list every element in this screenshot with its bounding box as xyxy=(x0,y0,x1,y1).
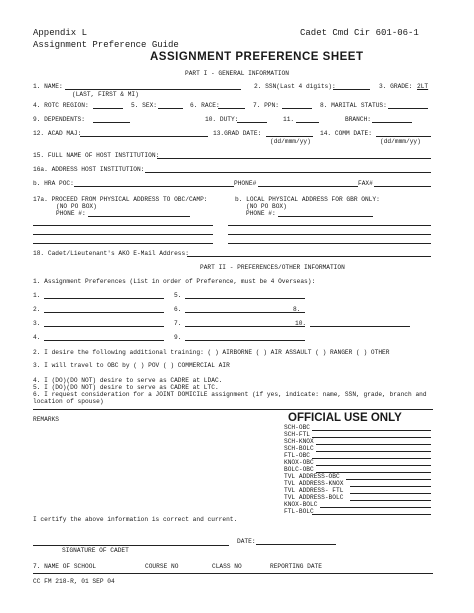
cadre-ldac-label: 4. I (DO)(DO NOT) desire to serve as CADRE at LDAC. xyxy=(33,377,223,384)
race-label: 6. RACE: xyxy=(190,102,220,109)
proceed-address-label: 17a. PROCEED FROM PHYSICAL ADDRESS TO OBC/CAMP: xyxy=(33,196,208,203)
host-institution-field[interactable] xyxy=(157,158,431,159)
branch-label: BRANCH: xyxy=(345,116,371,123)
form-number: CC FM 218-R, 01 SEP 04 xyxy=(33,578,115,585)
pref-10-field[interactable] xyxy=(310,326,410,327)
pref-2-field[interactable] xyxy=(44,312,164,313)
marital-field[interactable] xyxy=(388,108,428,109)
item-11-field[interactable] xyxy=(296,122,319,123)
circular-label: Cadet Cmd Cir 601-06-1 xyxy=(300,28,419,38)
official-line[interactable] xyxy=(312,430,431,431)
local-no-po-box: (NO PO BOX) xyxy=(246,203,287,210)
official-line[interactable] xyxy=(350,500,431,501)
race-field[interactable] xyxy=(218,108,245,109)
assignment-preferences-label: 1. Assignment Preferences (List in order of Preference, must be 4 Overseas): xyxy=(33,278,316,285)
official-item: SCH-KNOX xyxy=(284,438,314,445)
pref-10-label: 10. xyxy=(295,320,307,327)
name-label: 1. NAME: xyxy=(33,83,63,90)
official-item: KNOX-BOLC xyxy=(284,501,318,508)
pref-6-label: 6. xyxy=(174,306,182,313)
official-item: TVL ADDRESS- FTL xyxy=(284,487,344,494)
ppn-label: 7. PPN: xyxy=(253,102,279,109)
official-line[interactable] xyxy=(346,479,431,480)
ppn-field[interactable] xyxy=(282,108,312,109)
local-address-line-2[interactable] xyxy=(228,234,431,235)
ssn-label: 2. SSN(Last 4 digits): xyxy=(254,83,336,90)
part1-heading: PART I - GENERAL INFORMATION xyxy=(185,70,289,77)
marital-label: 8. MARITAL STATUS: xyxy=(320,102,387,109)
bottom-divider xyxy=(33,573,433,574)
pref-7-label: 7. xyxy=(174,320,182,327)
rotc-region-field[interactable] xyxy=(93,108,123,109)
item-11-label: 11. xyxy=(283,116,295,123)
local-address-line-3[interactable] xyxy=(228,243,431,244)
acad-major-label: 12. ACAD MAJ: xyxy=(33,130,82,137)
branch-field[interactable] xyxy=(372,122,412,123)
ssn-field[interactable] xyxy=(333,89,370,90)
pref-3-label: 3. xyxy=(33,320,41,327)
host-address-label: 16a. ADDRESS HOST INSTITUTION: xyxy=(33,166,145,173)
official-use-heading: OFFICIAL USE ONLY xyxy=(288,412,402,424)
official-line[interactable] xyxy=(316,451,431,452)
official-line[interactable] xyxy=(312,514,431,515)
official-line[interactable] xyxy=(350,493,431,494)
official-item: TVL ADDRESS-KNOX xyxy=(284,480,344,487)
appendix-label: Appendix L xyxy=(33,28,88,38)
duty-label: 10. DUTY: xyxy=(205,116,239,123)
pref-1-label: 1. xyxy=(33,292,41,299)
ako-email-label: 18. Cadet/Lieutenant's AKO E-Mail Address: xyxy=(33,250,189,257)
travel-label: 3. I will travel to OBC by ( ) POV ( ) COMMERCIAL AIR xyxy=(33,362,230,369)
grade-label: 3. GRADE: xyxy=(379,83,413,90)
pref-2-label: 2. xyxy=(33,306,41,313)
official-item: TVL ADDRESS-OBC xyxy=(284,473,340,480)
proceed-address-line-1[interactable] xyxy=(33,225,213,226)
dependents-field[interactable] xyxy=(93,122,130,123)
official-line[interactable] xyxy=(350,486,431,487)
official-line[interactable] xyxy=(316,465,431,466)
comm-date-label: 14. COMM DATE: xyxy=(320,130,372,137)
duty-field[interactable] xyxy=(237,122,267,123)
comm-date-field[interactable] xyxy=(376,136,431,137)
fax-label: FAX# xyxy=(358,180,373,187)
part2-heading: PART II - PREFERENCES/OTHER INFORMATION xyxy=(200,264,345,271)
pref-5-label: 5. xyxy=(174,292,182,299)
reporting-date-label: REPORTING DATE xyxy=(270,563,322,570)
comm-date-format: (dd/mmm/yy) xyxy=(380,138,421,145)
host-institution-label: 15. FULL NAME OF HOST INSTITUTION: xyxy=(33,152,160,159)
dependents-label: 9. DEPENDENTS: xyxy=(33,116,85,123)
official-item: TVL ADDRESS-BOLC xyxy=(284,494,344,501)
school-label: 7. NAME OF SCHOOL xyxy=(33,563,97,570)
pref-7-field[interactable] xyxy=(185,326,305,327)
official-item: FTL-BOLC xyxy=(284,508,314,515)
hra-poc-label: b. HRA POC: xyxy=(33,180,74,187)
course-no-label: COURSE NO xyxy=(145,563,179,570)
official-item: FTL-OBC xyxy=(284,452,310,459)
official-line[interactable] xyxy=(316,444,431,445)
local-phone-label: PHONE #: xyxy=(246,210,276,217)
sex-field[interactable] xyxy=(158,108,183,109)
joint-domicile-sublabel: location of spouse) xyxy=(33,398,104,405)
proceed-phone-label: PHONE #: xyxy=(56,210,86,217)
ako-email-field[interactable] xyxy=(187,256,431,257)
pref-8-label: 8. xyxy=(293,306,301,313)
phone-label: PHONE# xyxy=(234,180,257,187)
pref-3-field[interactable] xyxy=(44,326,164,327)
official-item: BOLC-OBC xyxy=(284,466,314,473)
proceed-phone-field[interactable] xyxy=(88,216,190,217)
additional-training-label: 2. I desire the following additional training: ( ) AIRBORNE ( ) AIR ASSAULT ( ) RANGER ( ) OTHER xyxy=(33,349,390,356)
official-line[interactable] xyxy=(312,437,431,438)
section-divider xyxy=(33,409,433,410)
sex-label: 5. SEX: xyxy=(131,102,157,109)
phone-field[interactable] xyxy=(258,186,358,187)
grade-value: 2LT xyxy=(417,83,429,90)
grad-date-label: 13.GRAD DATE: xyxy=(213,130,262,137)
signature-label: SIGNATURE OF CADET xyxy=(62,547,129,554)
hra-poc-field[interactable] xyxy=(74,186,234,187)
grad-date-format: (dd/mmm/yy) xyxy=(270,138,311,145)
cadre-ltc-label: 5. I (DO)(DO NOT) desire to serve as CADRE at LTC. xyxy=(33,384,219,391)
acad-major-field[interactable] xyxy=(80,136,208,137)
date-label: DATE: xyxy=(237,538,256,545)
official-line[interactable] xyxy=(320,507,431,508)
page-title: ASSIGNMENT PREFERENCE SHEET xyxy=(150,51,364,63)
proceed-address-line-3[interactable] xyxy=(33,243,213,244)
certify-statement: I certify the above information is correct and current. xyxy=(33,516,238,523)
host-address-field[interactable] xyxy=(145,172,431,173)
grad-date-field[interactable] xyxy=(266,136,313,137)
local-phone-field[interactable] xyxy=(278,216,373,217)
proceed-address-line-2[interactable] xyxy=(33,234,213,235)
proceed-no-po-box: (NO PO BOX) xyxy=(56,203,97,210)
class-no-label: CLASS NO xyxy=(212,563,242,570)
remarks-label[interactable]: REMARKS xyxy=(33,416,59,423)
pref-9-label: 9. xyxy=(174,334,182,341)
pref-1-field[interactable] xyxy=(44,298,164,299)
official-item: KNOX-OBC xyxy=(284,459,314,466)
pref-9-field[interactable] xyxy=(185,340,305,341)
local-address-line-1[interactable] xyxy=(228,225,431,226)
official-item: SCH-BOLC xyxy=(284,445,314,452)
official-item: SCH-OBC xyxy=(284,424,310,431)
signature-line[interactable] xyxy=(33,545,229,546)
name-field[interactable] xyxy=(65,89,241,90)
guide-label: Assignment Preference Guide xyxy=(33,40,179,50)
pref-4-field[interactable] xyxy=(44,340,164,341)
official-item: SCH-FTL xyxy=(284,431,310,438)
rotc-region-label: 4. ROTC REGION: xyxy=(33,102,89,109)
date-field[interactable] xyxy=(256,544,336,545)
name-sublabel: (LAST, FIRST & MI) xyxy=(72,91,139,98)
pref-5-field[interactable] xyxy=(185,298,305,299)
official-line[interactable] xyxy=(316,472,431,473)
pref-6-field[interactable] xyxy=(185,312,305,313)
joint-domicile-label: 6. I request consideration for a JOINT DOMICILE assignment (if yes, indicate: name, SSN, grade, branch and xyxy=(33,391,427,398)
official-line[interactable] xyxy=(312,458,431,459)
fax-field[interactable] xyxy=(374,186,431,187)
local-address-label: b. LOCAL PHYSICAL ADDRESS FOR GBR ONLY: xyxy=(235,196,380,203)
pref-4-label: 4. xyxy=(33,334,41,341)
